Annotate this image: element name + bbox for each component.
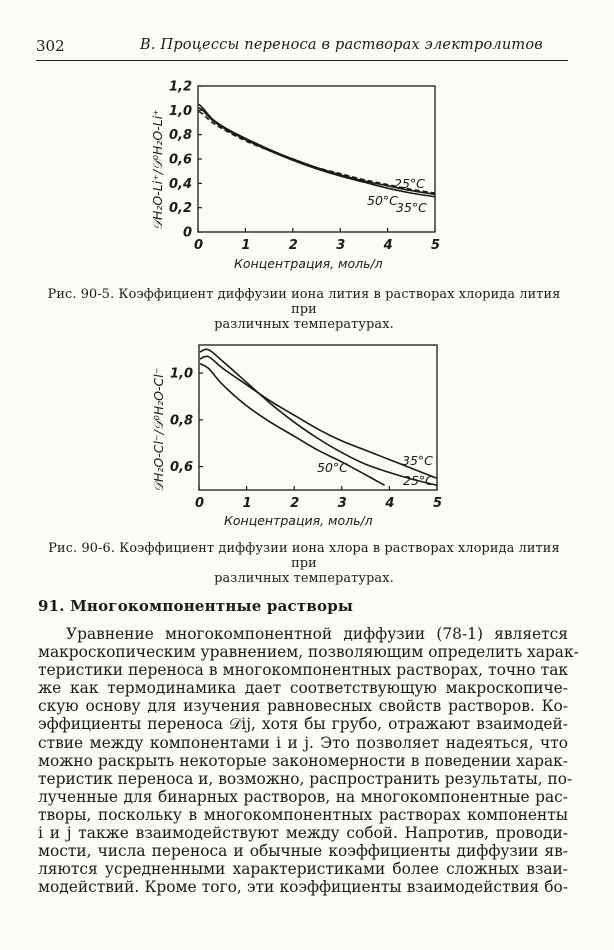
curve-label-50c: 50°C	[367, 193, 398, 208]
caption-line: Рис. 90-6. Коэффициент диффузии иона хлора в растворах хлорида лития при	[48, 541, 560, 571]
series-line-50c	[200, 364, 385, 486]
figure-90-5-caption	[38, 287, 570, 332]
body-text-line: ляются усредненными характеристиками более сложных взаи-	[38, 860, 568, 879]
x-axis-label: Концентрация, моль/л	[234, 256, 383, 271]
y-tick-label: 0,6	[169, 460, 193, 476]
body-text-line: i и j также взаимодействуют между собой. Напротив, проводи-	[38, 824, 568, 843]
y-tick-label: 0,4	[168, 176, 192, 192]
x-tick-label: 4	[383, 238, 393, 253]
y-tick-label: 1,2	[168, 79, 192, 95]
y-tick-label: 1,0	[169, 366, 193, 382]
y-tick-label: 0,8	[169, 413, 193, 429]
page-header	[36, 36, 568, 61]
x-tick-label: 1	[241, 238, 251, 253]
y-tick-label: 1,0	[168, 103, 192, 119]
y-tick-label: 0,8	[168, 128, 192, 144]
x-tick-label: 5	[433, 496, 443, 511]
curve-label-50c: 50°C	[317, 460, 348, 475]
x-tick-label: 3	[337, 496, 347, 511]
section-body	[38, 625, 579, 897]
caption-line: различных температурах.	[214, 317, 394, 332]
caption-line: различных температурах.	[214, 571, 394, 586]
y-tick-label: 0	[182, 225, 192, 241]
body-text-line: модействий. Кроме того, эти коэффициенты взаимодействия бо-	[38, 878, 568, 897]
body-text-line: же как термодинамика дает соответствующую макроскопиче-	[38, 679, 568, 698]
body-text-line: мости, числа переноса и обычные коэффициенты диффузии яв-	[38, 842, 568, 861]
body-text-line: теристики переноса в многокомпонентных растворах, точно так	[38, 661, 568, 680]
curve-label-35c: 35°C	[402, 453, 433, 468]
body-text-line: творы, поскольку в многокомпонентных растворах компоненты	[38, 805, 568, 824]
x-tick-label: 1	[242, 496, 252, 511]
x-tick-label: 2	[290, 496, 300, 511]
section-heading: 91. Многокомпонентные растворы	[38, 597, 354, 615]
body-text-line: теристик переноса и, возможно, распространить результаты, по-	[38, 769, 573, 788]
x-tick-label: 2	[288, 238, 298, 253]
figure-90-5-chart	[0, 70, 614, 280]
x-tick-label: 5	[431, 238, 441, 253]
body-text-line: макроскопическим уравнением, позволяющим определить харак-	[38, 643, 579, 662]
y-axis-label: 𝒟H₂O-Cl⁻/𝒟⁰H₂O-Cl⁻	[151, 367, 166, 492]
curve-label-25c: 25°C	[394, 176, 425, 191]
x-tick-label: 0	[194, 238, 204, 253]
caption-line: Рис. 90-5. Коэффициент диффузии иона лития в растворах хлорида лития при	[47, 287, 561, 317]
x-axis-label: Концентрация, моль/л	[224, 513, 373, 528]
figure-90-6-caption	[38, 541, 570, 586]
body-text-line: ствие между компонентами i и j. Это позволяет надеяться, что	[38, 733, 568, 752]
body-text-line: эффициенты переноса 𝒟ij, хотя бы грубо, отражают взаимодей-	[38, 715, 568, 734]
x-tick-label: 4	[385, 496, 395, 511]
curve-label-35c: 35°C	[396, 200, 427, 215]
body-text-line: скую основу для изучения равновесных свойств растворов. Ко-	[38, 697, 568, 716]
body-text-line: лученные для бинарных растворов, на многокомпонентные рас-	[38, 787, 568, 806]
page-number: 302	[36, 37, 65, 55]
running-title: В. Процессы переноса в растворах электролитов	[140, 37, 543, 53]
y-tick-label: 0,6	[168, 152, 192, 168]
x-tick-label: 3	[336, 238, 346, 253]
x-tick-label: 0	[195, 496, 205, 511]
y-tick-label: 0,2	[168, 201, 192, 217]
figure-90-6-chart	[0, 340, 614, 535]
y-axis-label: 𝒟H₂O-Li⁺/𝒟⁰H₂O-Li⁺	[150, 109, 165, 230]
body-text-line: Уравнение многокомпонентной диффузии (78-1) является	[66, 625, 568, 643]
curve-label-25c: 25°C	[403, 473, 434, 488]
body-text-line: можно раскрыть некоторые закономерности в поведении харак-	[38, 751, 568, 770]
